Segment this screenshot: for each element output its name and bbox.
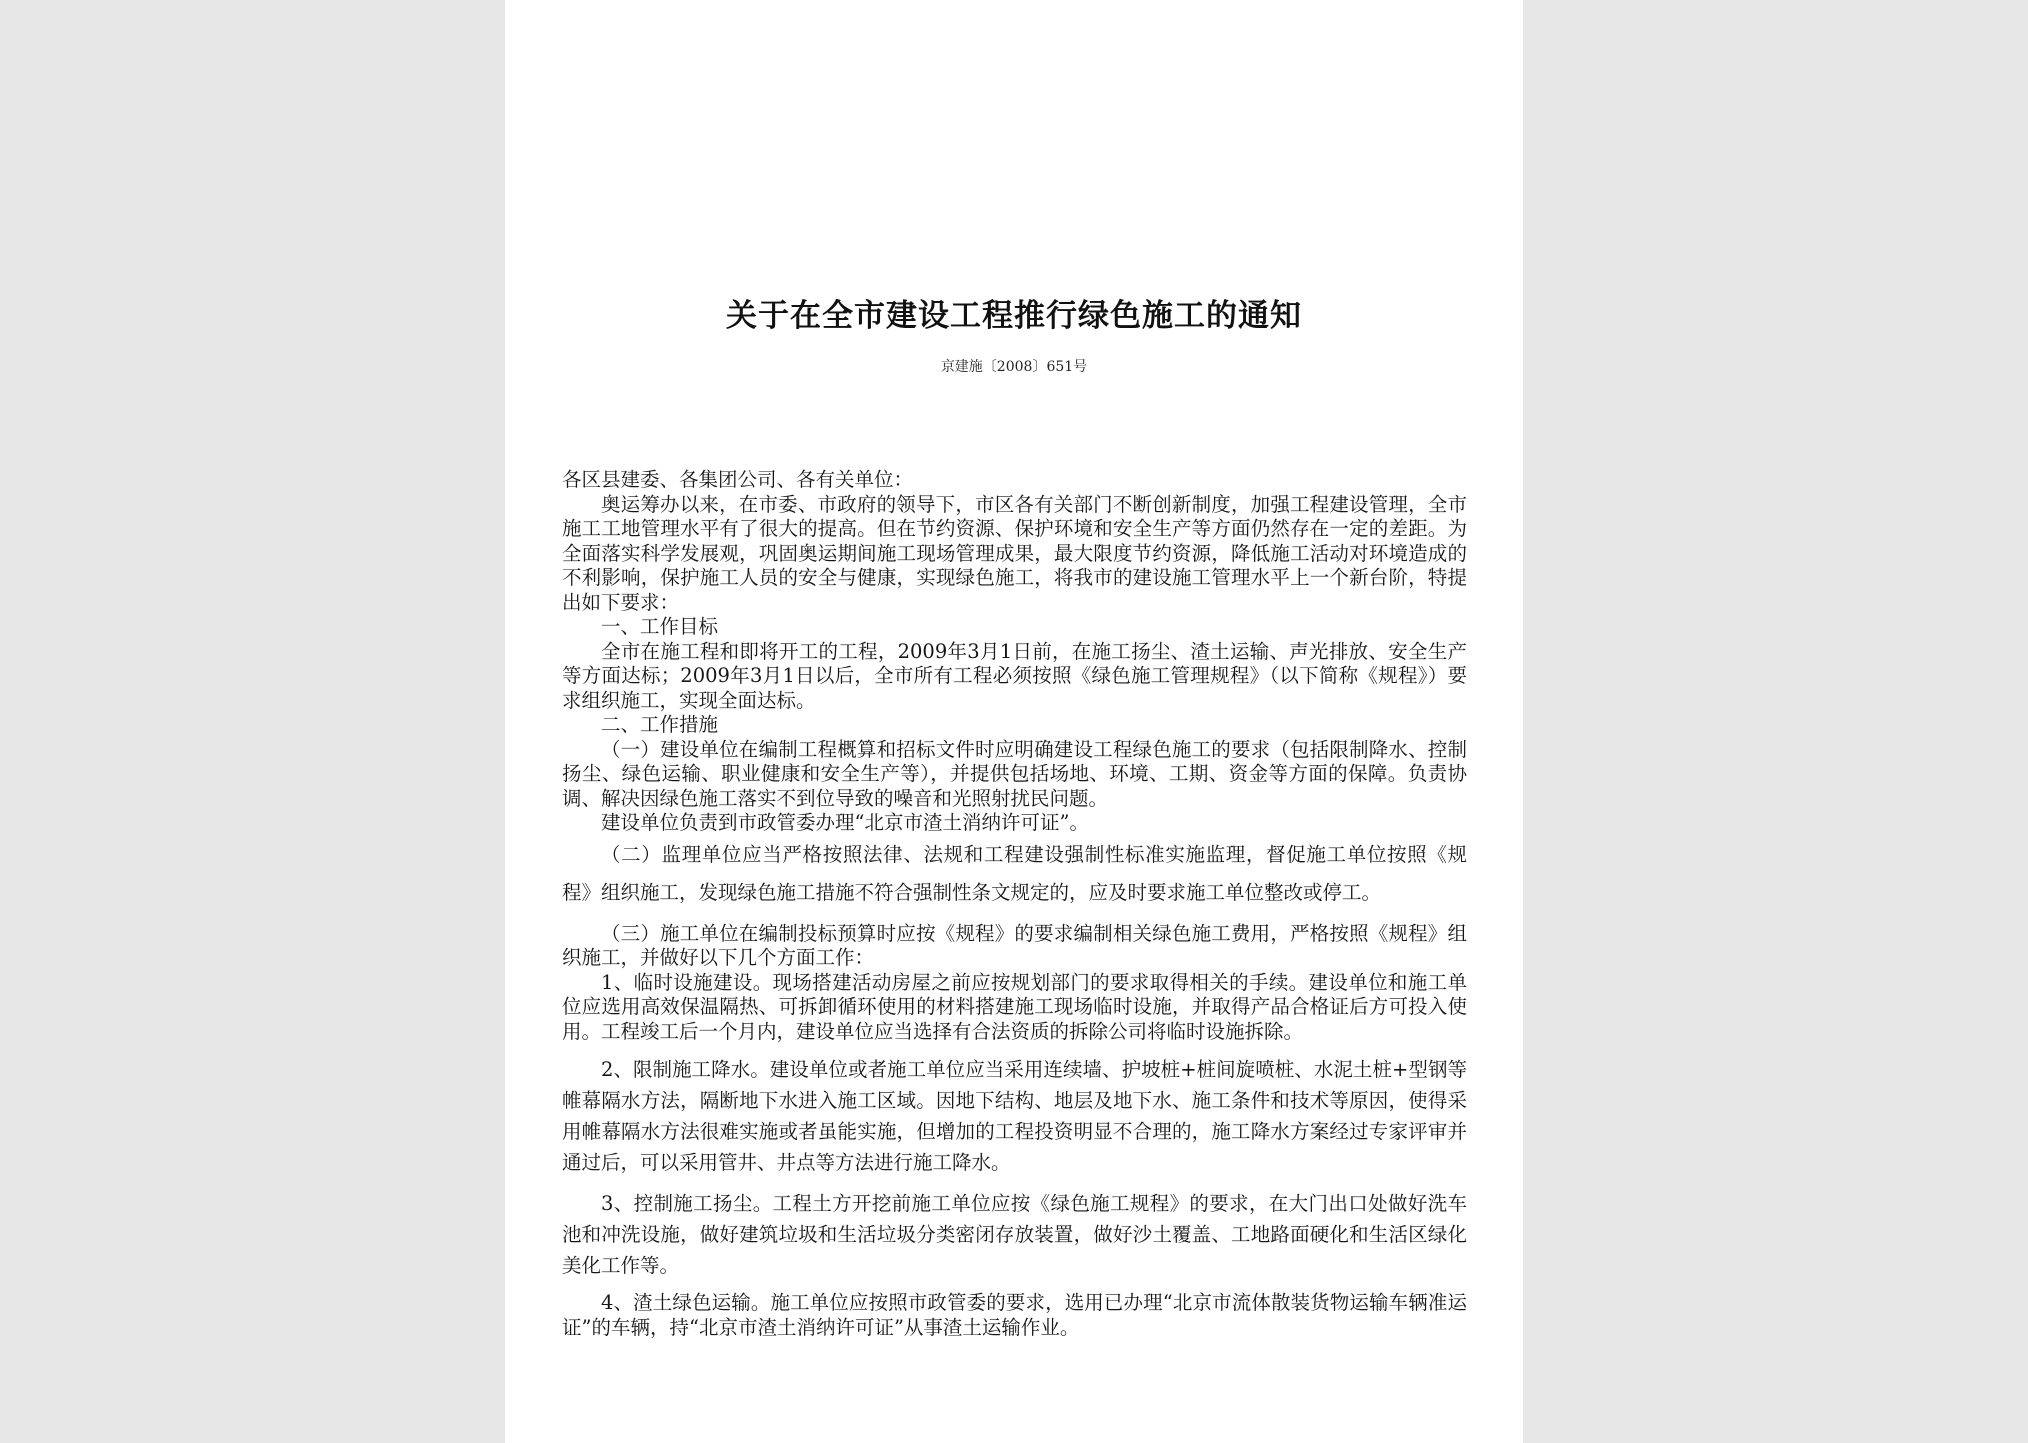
measure-item-1: （一）建设单位在编制工程概算和招标文件时应明确建设工程绿色施工的要求（包括限制降水、控制扬尘、绿色运输、职业健康和安全生产等），并提供包括场地、环境、工期、资金等方面的保障。负责协调、解决因绿色施工落实不到位导致的噪音和光照射扰民问题。 (562, 737, 1467, 810)
measure-item-1-extra: 建设单位负责到市政管委办理“北京市渣土消纳许可证”。 (601, 811, 1089, 834)
intro-paragraph: 奥运筹办以来，在市委、市政府的领导下，市区各有关部门不断创新制度，加强工程建设管理，全市施工工地管理水平有了很大的提高。但在节约资源、保护环境和安全生产等方面仍然存在一定的差距。为全面落实科学发展观，巩固奥运期间施工现场管理成果，最大限度节约资源，降低施工活动对环境造成的不利影响，保护施工人员的安全与健康，实现绿色施工，将我市的建设施工管理水平上一个新台阶，特提出如下要求： (562, 492, 1467, 614)
section-heading-measures: 二、工作措施 (601, 713, 719, 736)
salutation: 各区县建委、各集团公司、各有关单位： (562, 468, 914, 491)
document-number: 京建施〔2008〕651号 (940, 359, 1088, 375)
document-page (505, 0, 1523, 1443)
document-title: 关于在全市建设工程推行绿色施工的通知 (726, 298, 1302, 334)
document-body (562, 468, 1467, 1340)
measure-item-3: （三）施工单位在编制投标预算时应按《规程》的要求编制相关绿色施工费用，严格按照《规程》组织施工，并做好以下几个方面工作： (562, 921, 1467, 969)
sub-item-1: 1、临时设施建设。现场搭建活动房屋之前应按规划部门的要求取得相关的手续。建设单位和施工单位应选用高效保温隔热、可拆卸循环使用的材料搭建施工现场临时设施，并取得产品合格证后方可投入使用。工程竣工后一个月内，建设单位应当选择有合法资质的拆除公司将临时设施拆除。 (562, 970, 1467, 1043)
sub-item-2: 2、限制施工降水。建设单位或者施工单位应当采用连续墙、护坡桩+桩间旋喷桩、水泥土桩+型钢等帷幕隔水方法，隔断地下水进入施工区域。因地下结构、地层及地下水、施工条件和技术等原因，使得采用帷幕隔水方法很难实施或者虽能实施，但增加的工程投资明显不合理的，施工降水方案经过专家评审并通过后，可以采用管井、井点等方法进行施工降水。 (562, 1058, 1467, 1174)
section-goals-text: 全市在施工程和即将开工的工程，2009年3月1日前，在施工扬尘、渣土运输、声光排放、安全生产等方面达标；2009年3月1日以后，全市所有工程必须按照《绿色施工管理规程》（以下简称《规程》）要求组织施工，实现全面达标。 (562, 639, 1467, 712)
sub-item-4: 4、渣土绿色运输。施工单位应按照市政管委的要求，选用已办理“北京市流体散装货物运输车辆准运证”的车辆，持“北京市渣土消纳许可证”从事渣土运输作业。 (562, 1291, 1467, 1339)
sub-item-3: 3、控制施工扬尘。工程土方开挖前施工单位应按《绿色施工规程》的要求，在大门出口处做好洗车池和冲洗设施，做好建筑垃圾和生活垃圾分类密闭存放装置，做好沙土覆盖、工地路面硬化和生活区绿化美化工作等。 (562, 1192, 1467, 1277)
section-heading-goals: 一、工作目标 (601, 615, 719, 638)
measure-item-2: （二）监理单位应当严格按照法律、法规和工程建设强制性标准实施监理，督促施工单位按照《规程》组织施工，发现绿色施工措施不符合强制性条文规定的，应及时要求施工单位整改或停工。 (562, 842, 1467, 904)
